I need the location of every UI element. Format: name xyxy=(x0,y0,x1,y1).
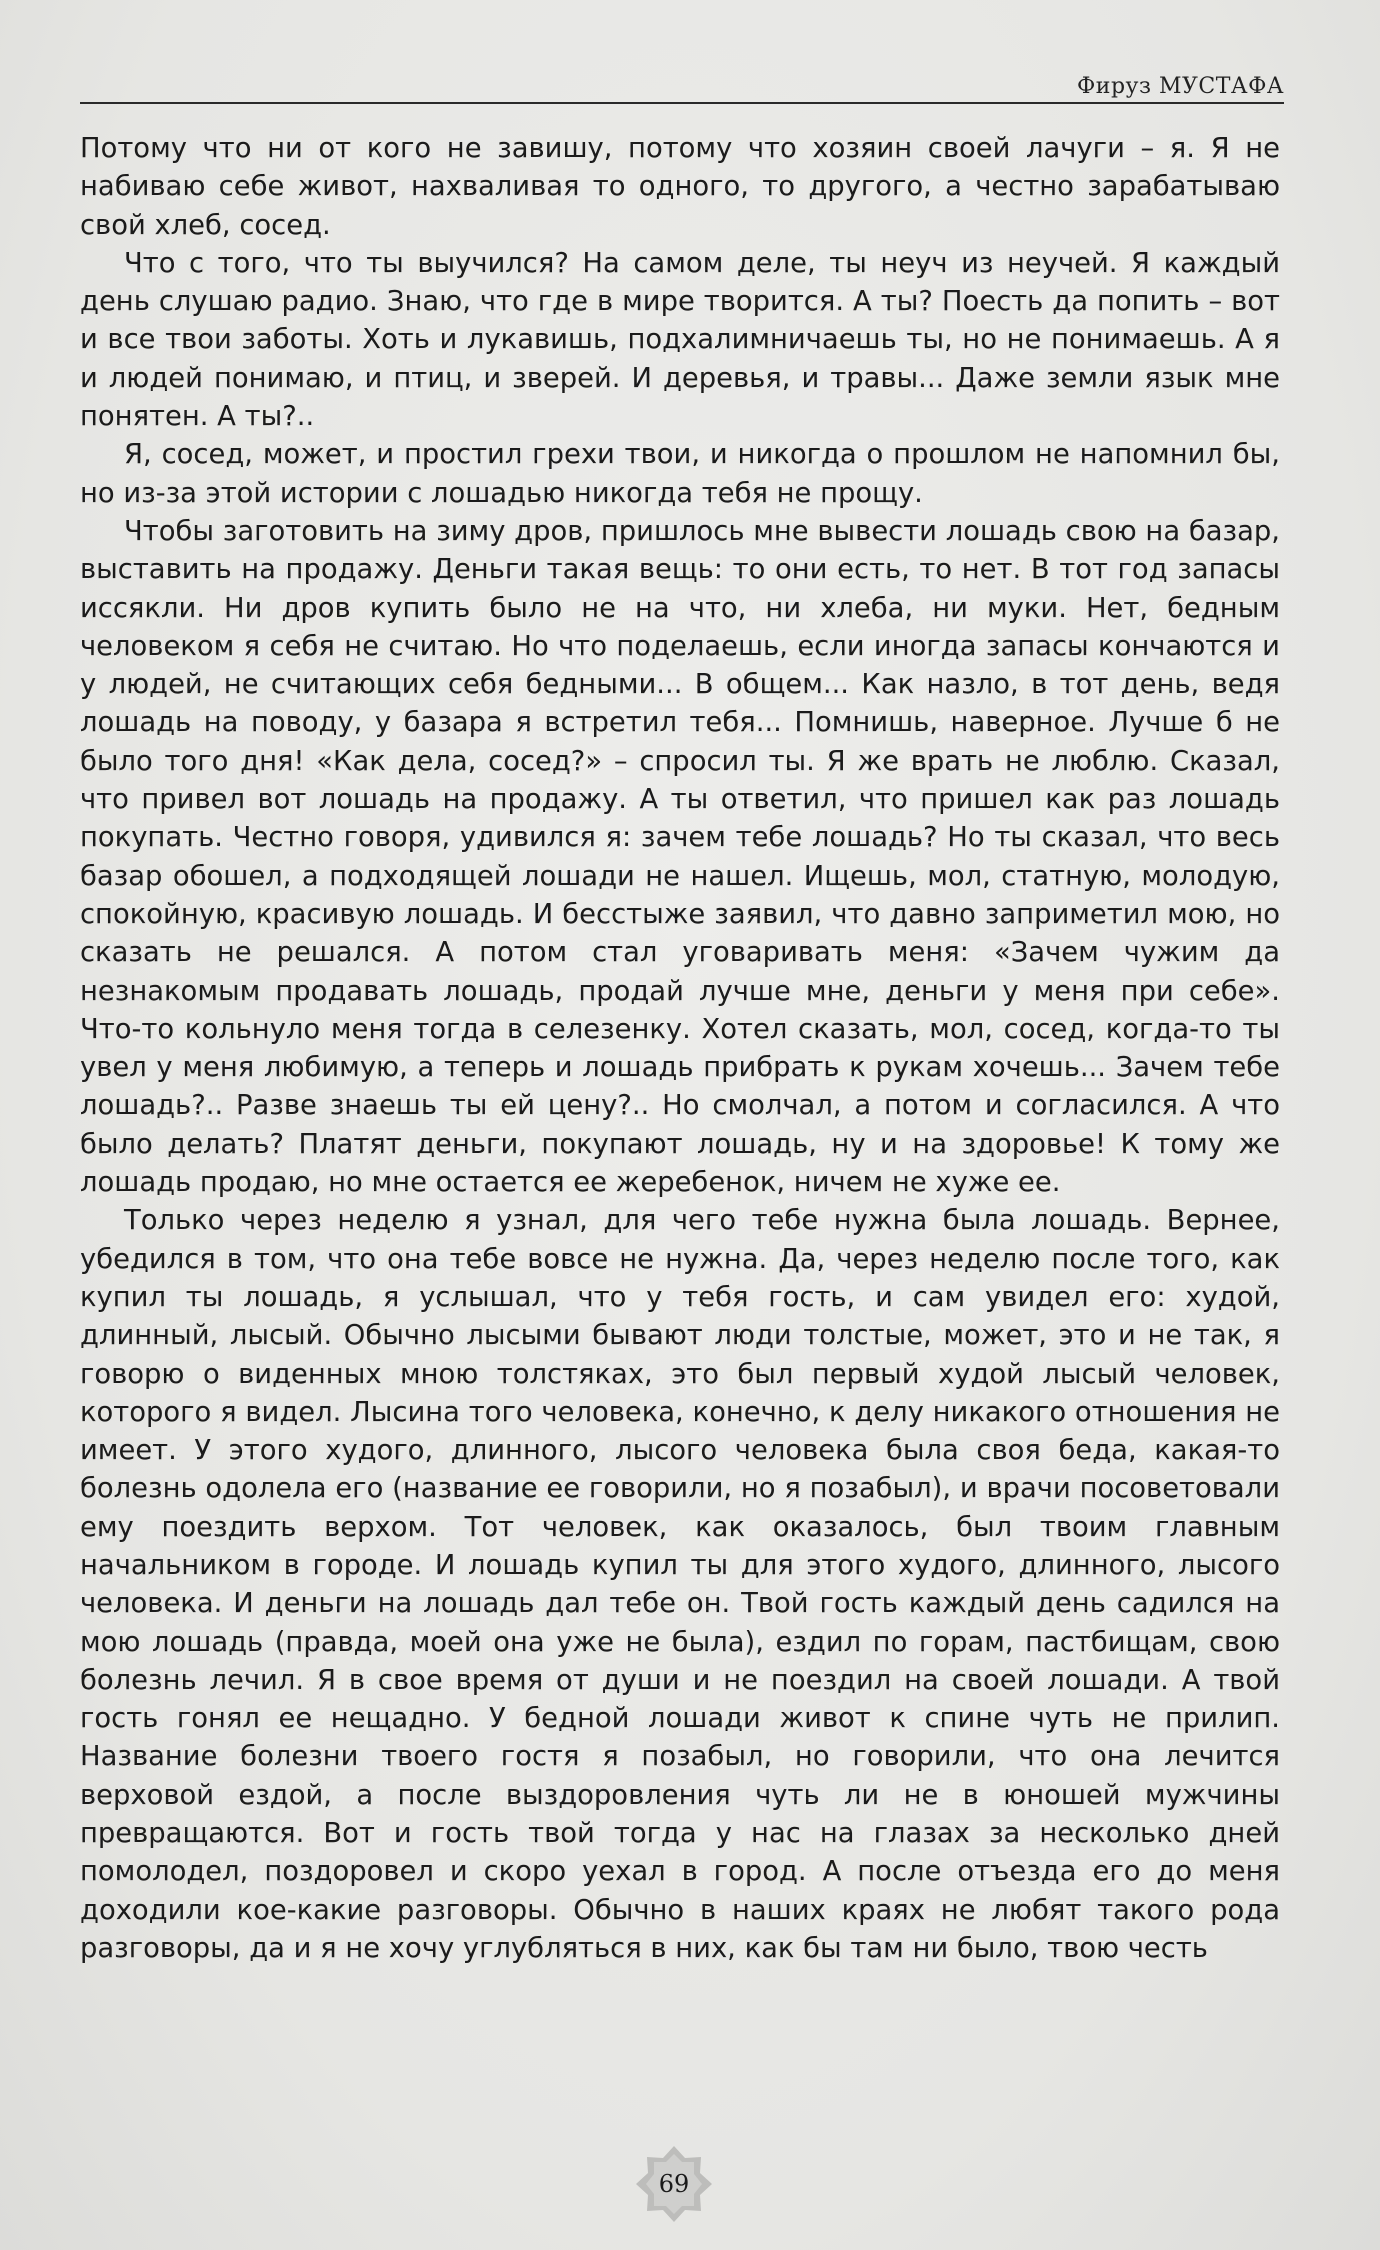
paragraph-4: Чтобы заготовить на зиму дров, пришлось мне вывести лошадь свою на базар, выставить на продажу. Деньги такая вещь: то они есть, то нет. В тот год запасы иссякли. Ни дров купить было не на что, ни хлеба, ни муки. Нет, бедным человеком я себя не считаю. Но что поделаешь, если иногда запасы кончаются и у людей, не считающих себя бедными... В общем... Как назло, в тот день, ведя лошадь на поводу, у базара я встретил тебя... Помнишь, наверное. Лучше б не было того дня! «Как дела, сосед?» – спросил ты. Я же врать не люблю. Сказал, что привел вот лошадь на продажу. А ты ответил, что пришел как раз лошадь покупать. Честно говоря, удивился я: зачем тебе лошадь? Но ты сказал, что весь базар обошел, а подходящей лошади не нашел. Ищешь, мол, статную, молодую, спокойную, красивую лошадь. И бесстыже заявил, что давно заприметил мою, но сказать не решался. А потом стал уговаривать меня: «Зачем чужим да незнакомым продавать лошадь, продай лучше мне, деньги у меня при себе». Что-то кольнуло меня тогда в селезенку. Хотел сказать, мол, сосед, когда-то ты увел у меня любимую, а теперь и лошадь прибрать к рукам хочешь... Зачем тебе лошадь?.. Разве знаешь ты ей цену?.. Но смолчал, а потом и согласился. А что было делать? Платят деньги, покупают лошадь, ну и на здоровье! К тому же лошадь продаю, но мне остается ее жеребенок, ничем не хуже ее. xyxy=(80,515,1280,1199)
paragraph-2: Что с того, что ты выучился? На самом деле, ты неуч из неучей. Я каждый день слушаю радио. Знаю, что где в мире творится. А ты? Поесть да попить – вот и все твои заботы. Хоть и лукавишь, подхалимничаешь ты, но не понимаешь. А я и людей понимаю, и птиц, и зверей. И деревья, и травы... Даже земли язык мне понятен. А ты?.. xyxy=(80,247,1280,433)
page-number: 69 xyxy=(658,2170,690,2198)
page-number-badge xyxy=(632,2142,716,2226)
running-header xyxy=(80,72,1284,104)
paragraph-3: Я, сосед, может, и простил грехи твои, и никогда о прошлом не напомнил бы, но из-за этой истории с лошадью никогда тебя не прощу. xyxy=(80,439,1280,509)
header-author: Фируз МУСТАФА xyxy=(1077,74,1284,99)
paragraph-5: Только через неделю я узнал, для чего тебе нужна была лошадь. Вернее, убедился в том, что она тебе вовсе не нужна. Да, через неделю после того, как купил ты лошадь, я услышал, что у тебя гость, и сам увидел его: худой, длинный, лысый. Обычно лысыми бывают люди толстые, может, это и не так, я говорю о виденных мною толстяках, это был первый худой лысый человек, которого я видел. Лысина того человека, конечно, к делу никакого отношения не имеет. У этого худого, длинного, лысого человека была своя беда, какая-то болезнь одолела его (название ее говорили, но я позабыл), и врачи посоветовали ему поездить верхом. Тот человек, как оказалось, был твоим главным начальником в городе. И лошадь купил ты для этого худого, длинного, лысого человека. И деньги на лошадь дал тебе он. Твой гость каждый день садился на мою лошадь (правда, моей она уже не была), ездил по горам, пастбищам, свою болезнь лечил. Я в свое время от души и не поездил на своей лошади. А твой гость гонял ее нещадно. У бедной лошади живот к спине чуть не прилип. Название болезни твоего гостя я позабыл, но говорили, что она лечится верховой ездой, а после выздоровления чуть ли не в юношей мужчины превращаются. Вот и гость твой тогда у нас на глазах за несколько дней помолодел, поздоровел и скоро уехал в город. А после отъезда его до меня доходили кое-какие разговоры. Обычно в наших краях не любят такого рода разговоры, да и я не хочу углубляться в них, как бы там ни было, твою честь xyxy=(80,1205,1280,1964)
paragraph-1: Потому что ни от кого не завишу, потому что хозяин своей лачуги – я. Я не набиваю себе живот, нахваливая то одного, то другого, а честно зарабатываю свой хлеб, сосед. xyxy=(80,133,1280,241)
body-text xyxy=(80,130,1280,1968)
